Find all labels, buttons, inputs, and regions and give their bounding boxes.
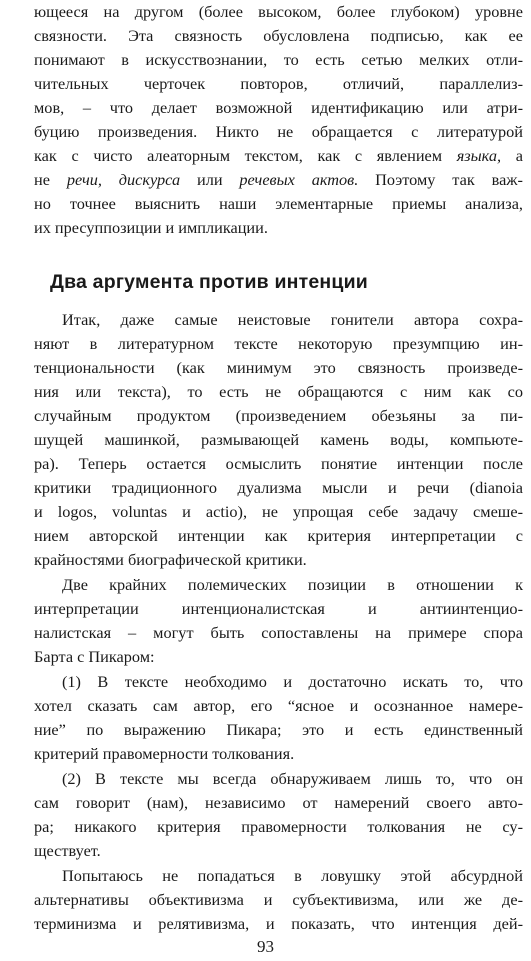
text-line: но точнее выяснить наши элементарные приемы анализа, [34, 194, 523, 213]
text-line: альтернативы объективизма и субъективизма, или же де- [34, 890, 523, 909]
text-line: нием авторской интенции как критерия интерпретации с [34, 526, 523, 545]
text-line: (1) В тексте необходимо и достаточно искать то, что [62, 672, 523, 691]
text-line: ра). Теперь остается осмыслить понятие интенции после [34, 454, 523, 473]
text-line: няют в литературном тексте некоторую презумпцию ин- [34, 334, 523, 353]
text-fragment: как с чисто алеаторным текстом, как с явлением [34, 146, 443, 165]
text-line: Итак, даже самые неистовые гонители автора сохра- [62, 310, 523, 329]
text-line: (2) В тексте мы всегда обнаруживаем лишь то, что он [62, 769, 523, 788]
text-fragment: или [180, 170, 240, 189]
text-line: ющееся на другом (более высоком, более глубоком) уровне [34, 2, 523, 21]
text-line: тенциональности (как минимум это связность произведе- [34, 358, 523, 377]
text-fragment: не [34, 170, 67, 189]
text-line: ра; никакого критерия правомерности толкования не су- [34, 817, 523, 836]
italic-term: речи, дискурса [66, 170, 181, 189]
text-line: случайным продуктом (произведением обезьяны за пи- [34, 406, 523, 425]
text-line: Попытаюсь не попадаться в ловушку этой абсурдной [62, 866, 523, 885]
text-line [34, 168, 523, 192]
text-line: критерий правомерности толкования. [34, 744, 295, 763]
text-line: интерпретации интенционалистская и антиинтенцио- [34, 599, 523, 618]
italic-term: языка, [456, 146, 502, 165]
text-line [34, 144, 523, 168]
text-line: сам говорит (нам), независимо от намерений своего авто- [34, 793, 523, 812]
text-line: ния или текста), то есть не обращаются с ним как со [34, 382, 523, 401]
text-fragment: Поэтому так важ- [358, 170, 523, 189]
italic-term: речевых актов. [239, 170, 359, 189]
text-line: мов, – что делает возможной идентификацию или атри- [34, 98, 523, 117]
text-line: хотел сказать сам автор, его “ясное и осознанное намере- [34, 696, 523, 715]
text-line: налистская – могут быть сопоставлены на примере спора [34, 623, 523, 642]
text-line: критики традиционного дуализма мысли и речи (dianoia [34, 478, 523, 497]
text-line: терминизма и релятивизма, и показать, что интенция дей- [34, 914, 523, 933]
text-fragment: а [501, 146, 523, 165]
text-line: связности. Эта связность обусловлена подписью, как ее [34, 26, 523, 45]
text-line: понимают в искусствознании, то есть сетью мелких отли- [34, 50, 523, 69]
section-heading: Два аргумента против интенции [50, 271, 368, 293]
text-line: их пресуппозиции и импликации. [34, 218, 268, 237]
text-line: крайностями биографической критики. [34, 550, 307, 569]
text-line: ществует. [34, 841, 101, 860]
text-line: Две крайних полемических позиции в отношении к [62, 575, 523, 594]
text-line: чительных черточек повторов, отличий, параллелиз- [34, 74, 523, 93]
text-line: Барта с Пикаром: [34, 647, 155, 666]
text-line: шущей машинкой, размывающей камень воды, компьюте- [34, 430, 523, 449]
text-line: и logos, voluntas и actio), не упрощая себе задачу смеше- [34, 502, 523, 521]
text-line: ние” по выражению Пикара; это и есть единственный [34, 720, 523, 739]
text-line: буцию произведения. Никто не обращается с литературой [34, 122, 523, 141]
page-number: 93 [257, 937, 274, 956]
